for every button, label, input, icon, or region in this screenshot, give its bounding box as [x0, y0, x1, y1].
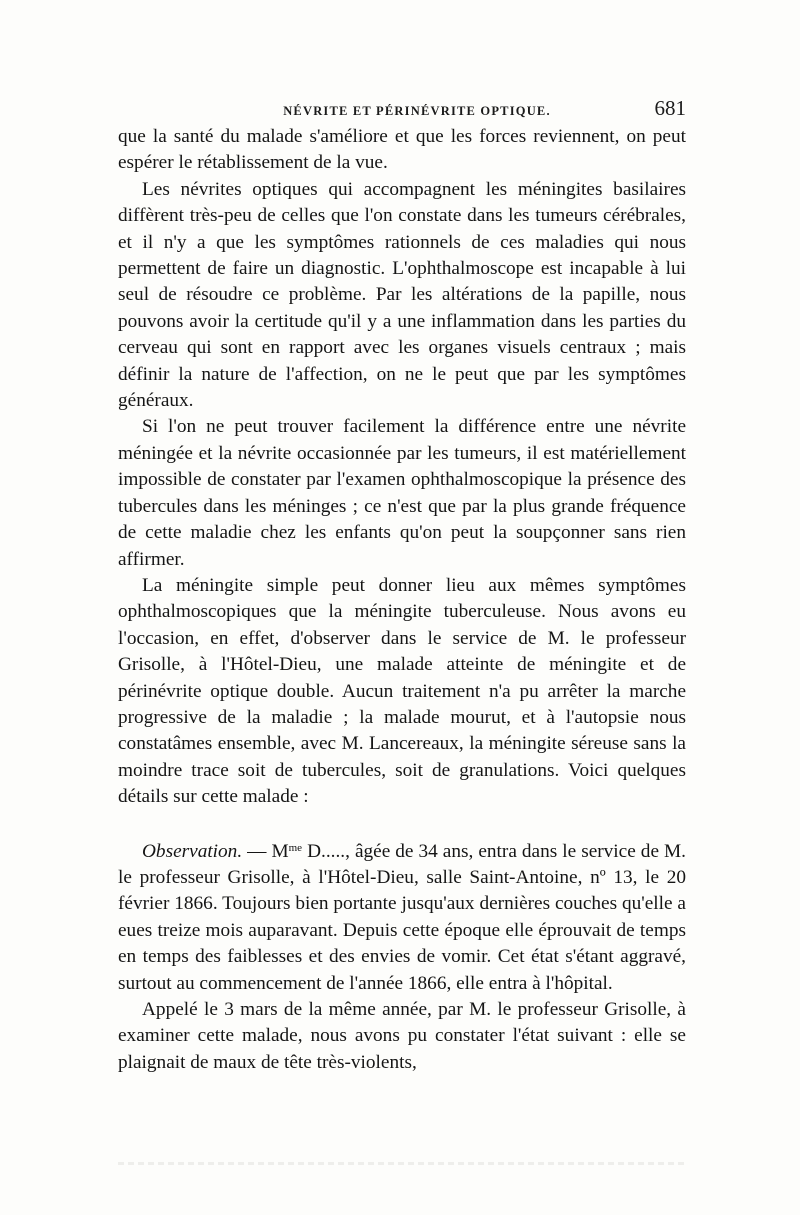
observation-text: D....., âgée de 34 ans, entra dans le service de M. le professeur Grisolle, à l'Hôtel-Dieu, salle Saint-Antoine, nº 13, le 20 février 1866. Toujours bien portante jusqu'aux dernières couches qu'elle a eues treize mois auparavant. Depuis cette époque elle éprouvait de temps en temps des faiblesses et des envies de vomir. Cet état s'étant aggravé, surtout au commencement de l'année 1866, elle entra à l'hôpital.	[118, 840, 686, 994]
paragraph-4: La méningite simple peut donner lieu aux mêmes symptômes ophthalmoscopiques que la méningite tuberculeuse. Nous avons eu l'occasion, en effet, d'observer dans le service de M. le professeur Grisolle, à l'Hôtel-Dieu, une malade atteinte de méningite et de périnévrite optique double. Aucun traitement n'a pu arrêter la marche progressive de la maladie ; la malade mourut, et à l'autopsie nous constatâmes ensemble, avec M. Lancereaux, la méningite séreuse sans la moindre trace soit de tubercules, soit de granulations. Voici quelques détails sur cette malade :	[118, 574, 686, 808]
paragraph-3: Si l'on ne peut trouver facilement la différence entre une névrite méningée et la névrite occasionnée par les tumeurs, il est matériellement impossible de constater par l'examen ophthalmoscopique la présence des tubercules dans les méninges ; ce n'est que par la plus grande fréquence de cette maladie chez les enfants qu'on peut la soupçonner sans rien affirmer.	[118, 416, 686, 570]
paragraph-6: Appelé le 3 mars de la même année, par M. le professeur Grisolle, à examiner cette malade, nous avons pu constater l'état suivant : elle se plaignait de maux de tête très-violents,	[118, 999, 686, 1073]
bleed-through-line	[118, 1162, 686, 1165]
section-gap	[118, 811, 686, 839]
observation-superscript: me	[288, 841, 303, 854]
running-title: NÉVRITE ET PÉRINÉVRITE OPTIQUE.	[283, 104, 551, 118]
paragraph-1: que la santé du malade s'améliore et que les forces reviennent, on peut espérer le rétablissement de la vue.	[118, 126, 686, 174]
observation-paragraph	[118, 839, 686, 997]
paragraph-2: Les névrites optiques qui accompagnent les méningites basilaires diffèrent très-peu de celles que l'on constate dans les tumeurs cérébrales, et il n'y a que les symptômes rationnels de ces maladies qui nous permettent de faire un diagnostic. L'ophthalmoscope est incapable à lui seul de résoudre ce problème. Par les altérations de la papille, nous pouvons avoir la certitude qu'il y a une inflammation dans les parties du cerveau qui sont en rapport avec les organes visuels centraux ; mais définir la nature de l'affection, on ne le peut que par les symptômes généraux.	[118, 178, 686, 412]
page-number: 681	[654, 96, 686, 120]
running-head	[118, 94, 686, 122]
observation-dash: — M	[242, 840, 289, 862]
observation-label: Observation.	[142, 840, 243, 862]
body-text	[118, 124, 686, 1076]
